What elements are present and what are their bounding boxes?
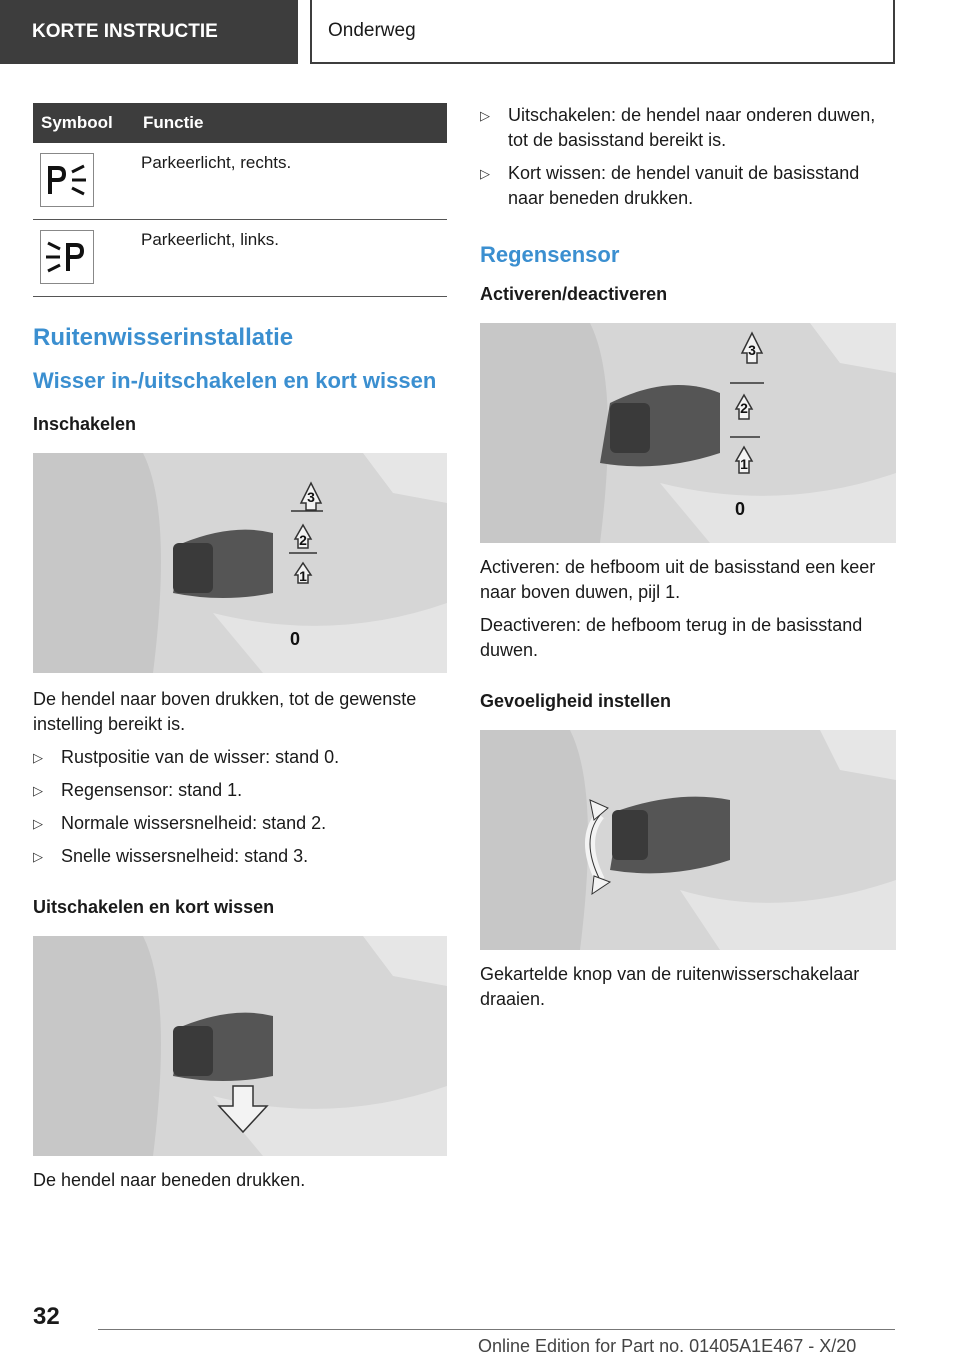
table-row — [33, 220, 447, 297]
lever-position-3-label: 3 — [307, 489, 315, 505]
page-number: 32 — [33, 1303, 60, 1330]
paragraph-deactiveren: Deactiveren: de hefboom terug in de basisstand duwen. — [480, 615, 863, 660]
list-item: ▷ Regensensor: stand 1. — [33, 778, 447, 803]
header-section — [0, 0, 298, 64]
sensitivity-knob-illustration — [480, 730, 896, 950]
table-cell-function: Parkeerlicht, links. — [141, 220, 447, 297]
table-cell-icon — [33, 143, 141, 220]
wiper-lever-up-illustration — [33, 453, 447, 673]
list-item: ▷ Normale wissersnelheid: stand 2. — [33, 811, 447, 836]
table-header-row — [33, 103, 447, 143]
position-list — [33, 745, 447, 869]
list-item: ▷ Kort wissen: de hendel vanuit de basisstand naar beneden drukken. — [480, 161, 896, 211]
heading-activeren: Activeren/deactiveren — [480, 284, 668, 304]
heading-uitschakelen: Uitschakelen en kort wissen — [33, 897, 275, 917]
lever-position-2-label: 2 — [740, 400, 748, 416]
lever-position-1-label: 1 — [299, 568, 307, 584]
off-list — [480, 103, 896, 211]
heading-gevoeligheid: Gevoeligheid instellen — [480, 691, 672, 711]
table-cell-function: Parkeerlicht, rechts. — [141, 143, 447, 220]
header-section-label: KORTE INSTRUCTIE — [32, 21, 218, 42]
section-title: Ruitenwisserinstallatie — [33, 324, 294, 351]
heading-inschakelen: Inschakelen — [33, 414, 137, 434]
paragraph-uitschakelen: De hendel naar beneden drukken. — [33, 1170, 306, 1190]
parking-light-right-icon — [40, 153, 94, 207]
lever-position-2-label: 2 — [299, 532, 307, 548]
parking-light-left-icon — [40, 230, 94, 284]
subsection-title: Wisser in-/uitschakelen en kort wissen — [33, 368, 437, 393]
wiper-lever-down-illustration — [33, 936, 447, 1156]
paragraph-gevoeligheid: Gekartelde knop van de ruitenwisserschakelaar draaien. — [480, 964, 860, 1009]
list-item: ▷ Uitschakelen: de hendel naar onderen duwen, tot de basisstand bereikt is. — [480, 103, 896, 153]
footer-divider — [98, 1329, 895, 1330]
subsection-title-regensensor: Regensensor — [480, 242, 620, 267]
header-chapter-label: Onderweg — [328, 20, 416, 41]
lever-position-0-label: 0 — [289, 629, 301, 649]
footer-edition: Online Edition for Part no. 01405A1E467 - X/20 — [478, 1336, 857, 1356]
rain-sensor-illustration — [480, 323, 896, 543]
symbol-table — [33, 103, 447, 297]
list-item: ▷ Rustpositie van de wisser: stand 0. — [33, 745, 447, 770]
paragraph-inschakelen: De hendel naar boven drukken, tot de gewenste instelling bereikt is. — [33, 689, 417, 734]
lever-position-3-label: 3 — [748, 342, 756, 358]
lever-position-0-label: 0 — [734, 499, 746, 519]
left-column — [33, 103, 447, 1193]
lever-position-1-label: 1 — [740, 456, 748, 472]
right-column — [480, 103, 896, 1012]
header-chapter — [310, 0, 895, 64]
table-cell-icon — [33, 220, 141, 297]
paragraph-activeren: Activeren: de hefboom uit de basisstand een keer naar boven duwen, pijl 1. — [480, 557, 876, 602]
list-item: ▷ Snelle wissersnelheid: stand 3. — [33, 844, 447, 869]
table-row — [33, 143, 447, 220]
col-symbol-header: Symbool — [33, 103, 141, 143]
col-function-header: Functie — [141, 103, 447, 143]
